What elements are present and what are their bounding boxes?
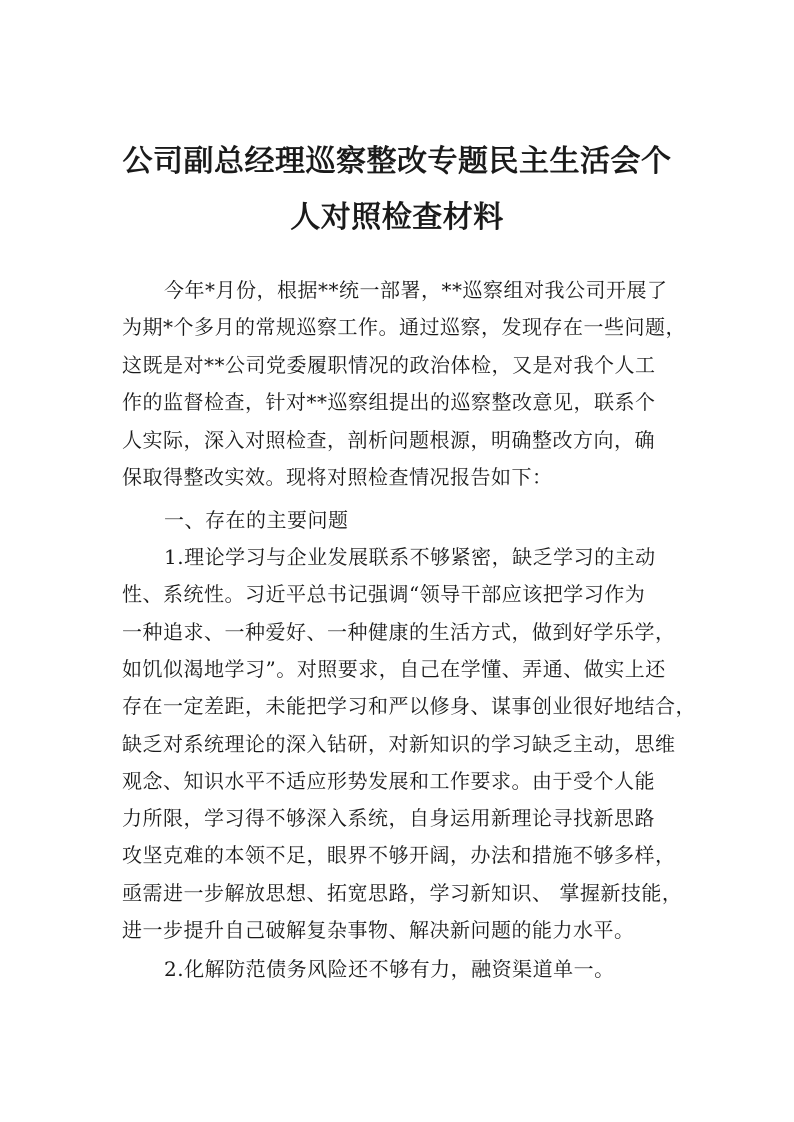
section-heading: 一、存在的主要问题 [164,508,349,532]
body-line: 存在一定差距，未能把学习和严以修身、谋事创业很好地结合， [122,694,696,718]
document-title-line-1: 公司副总经理巡察整改专题民主生活会个 [122,144,672,179]
body-line: 保取得整改实效。现将对照检查情况报告如下： [122,465,553,489]
body-line: 这既是对**公司党委履职情况的政治体检，又是对我个人工 [122,353,656,377]
body-line: 力所限，学习得不够深入系统，自身运用新理论寻找新思路 [122,806,655,830]
body-line: 为期*个多月的常规巡察工作。通过巡察，发现存在一些问题， [122,315,686,339]
body-line: 一种追求、一种爱好、一种健康的生活方式，做到好学乐学， [122,620,676,644]
body-line: 人实际，深入对照检查，剖析问题根源，明确整改方向，确 [122,428,655,452]
body-line: 缺乏对系统理论的深入钻研，对新知识的学习缺乏主动，思维 [122,732,676,756]
body-line: 攻坚克难的本领不足，眼界不够开阔，办法和措施不够多样， [122,843,676,867]
body-line: 观念、知识水平不适应形势发展和工作要求。由于受个人能 [122,769,655,793]
body-line: 1.理论学习与企业发展联系不够紧密，缺乏学习的主动 [164,545,656,569]
body-line: 今年*月份，根据**统一部署，**巡察组对我公司开展了 [164,278,668,302]
body-line: 进一步提升自己破解复杂事物、解决新问题的能力水平。 [122,918,635,942]
body-line: 2.化解防范债务风险还不够有力，融资渠道单一。 [164,957,615,981]
body-line: 性、系统性。习近平总书记强调“领导干部应该把学习作为 [122,582,646,606]
document-title-line-2: 人对照检查材料 [290,200,504,235]
body-line: 作的监督检查，针对**巡察组提出的巡察整改意见，联系个 [122,390,656,414]
body-line: 亟需进一步解放思想、拓宽思路，学习新知识、 掌握新技能， [122,881,683,905]
body-line: 如饥似渴地学习”。对照要求，自己在学懂、弄通、做实上还 [122,657,666,681]
